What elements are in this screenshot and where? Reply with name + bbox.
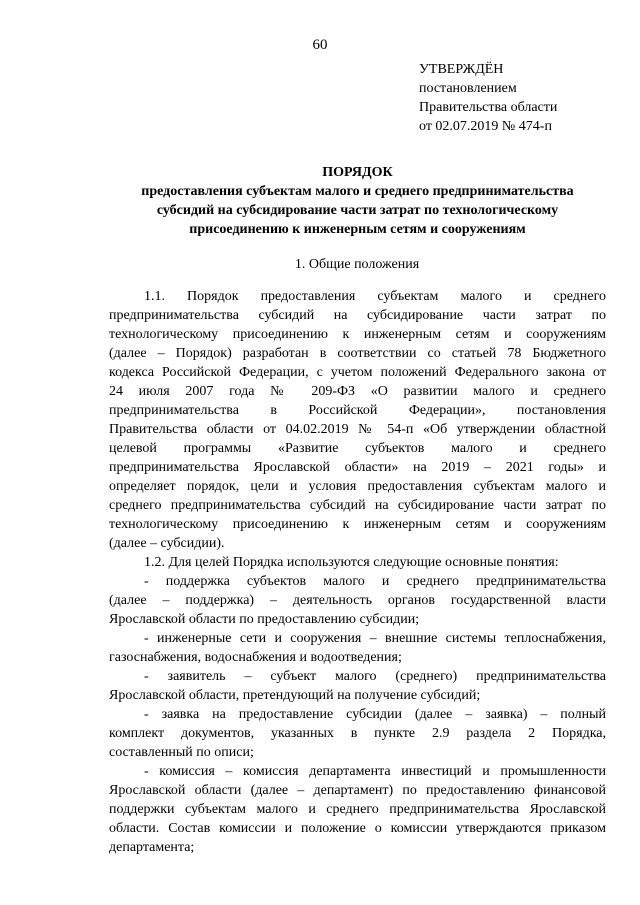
paragraph-line: - поддержка субъектов малого и среднего предпринимательства (144, 574, 606, 589)
document-title (100, 163, 615, 239)
title-line: субсидий на субсидирование части затрат по технологическому (156, 203, 559, 218)
paragraph-line: Ярославской области, претендующий на получение субсидий; (109, 688, 481, 703)
title-line: присоединению к инженерным сетям и сооружениям (189, 222, 526, 237)
paragraph-line: определяет порядок, цели и условия предоставления субъектам малого и (109, 479, 606, 494)
approval-stamp (419, 60, 629, 136)
paragraph-line: - заявитель – субъект малого (среднего) предпринимательства (144, 669, 606, 684)
paragraph-line: технологическому присоединению к инженерным сетям и сооружениям (109, 327, 606, 342)
paragraph-line: - инженерные сети и сооружения – внешние системы теплоснабжения, (144, 631, 606, 646)
paragraph-line: среднего предпринимательства субсидий на субсидирование части затрат по (109, 498, 606, 513)
paragraph-line: (далее – Порядок) разработан в соответствии со статьей 78 Бюджетного (109, 346, 606, 361)
paragraph-line: технологическому присоединению к инженерным сетям и сооружениям (109, 517, 606, 532)
paragraph-line: 24 июля 2007 года № 209-ФЗ «О развитии малого и среднего (109, 384, 606, 399)
paragraph-line: поддержки субъектам малого и среднего предпринимательства Ярославской (109, 802, 606, 817)
paragraph-line: области. Состав комиссии и положение о комиссии утверждаются приказом (109, 821, 606, 836)
page-number: 60 (312, 37, 328, 53)
title-line: ПОРЯДОК (322, 165, 393, 180)
paragraph-line: департамента; (109, 840, 195, 855)
document-body (109, 287, 606, 857)
paragraph-line: (далее – поддержка) – деятельность органов государственной власти (109, 593, 606, 608)
paragraph-line: комплект документов, указанных в пункте 2.9 раздела 2 Порядка, (109, 726, 606, 741)
paragraph-line: предпринимательства Ярославской области» на 2019 – 2021 годы» и (109, 460, 606, 475)
paragraph-line: кодекса Российской Федерации, с учетом положений Федерального закона от (109, 365, 606, 380)
paragraph-line: предпринимательства в Российской Федерации», постановления (109, 403, 606, 418)
title-line: предоставления субъектам малого и среднего предпринимательства (141, 184, 574, 199)
paragraph-line: Правительства области от 04.02.2019 № 54-п «Об утверждении областной (109, 422, 606, 437)
paragraph-line: предпринимательства субсидий на субсидирование части затрат по (109, 308, 606, 323)
paragraph-line: составленный по описи; (109, 745, 254, 760)
paragraph-line: 1.2. Для целей Порядка используются следующие основные понятия: (144, 555, 559, 570)
approval-line: постановлением (419, 81, 517, 96)
paragraph-line: Ярославской области по предоставлению субсидии; (109, 612, 420, 627)
section-heading: 1. Общие положения (294, 257, 420, 272)
paragraph-line: - комиссия – комиссия департамента инвестиций и промышленности (144, 764, 606, 779)
paragraph-line: - заявка на предоставление субсидии (далее – заявка) – полный (144, 707, 606, 722)
approval-line: УТВЕРЖДЁН (419, 62, 504, 77)
paragraph-line: целевой программы «Развитие субъектов малого и среднего (109, 441, 606, 456)
paragraph-line: (далее – субсидии). (109, 536, 225, 551)
paragraph-line: газоснабжения, водоснабжения и водоотведения; (109, 650, 402, 665)
approval-line: от 02.07.2019 № 474-п (419, 119, 552, 134)
approval-line: Правительства области (419, 100, 558, 115)
paragraph-line: 1.1. Порядок предоставления субъектам малого и среднего (144, 289, 606, 304)
paragraph-line: Ярославской области (далее – департамент) по предоставлению финансовой (109, 783, 606, 798)
